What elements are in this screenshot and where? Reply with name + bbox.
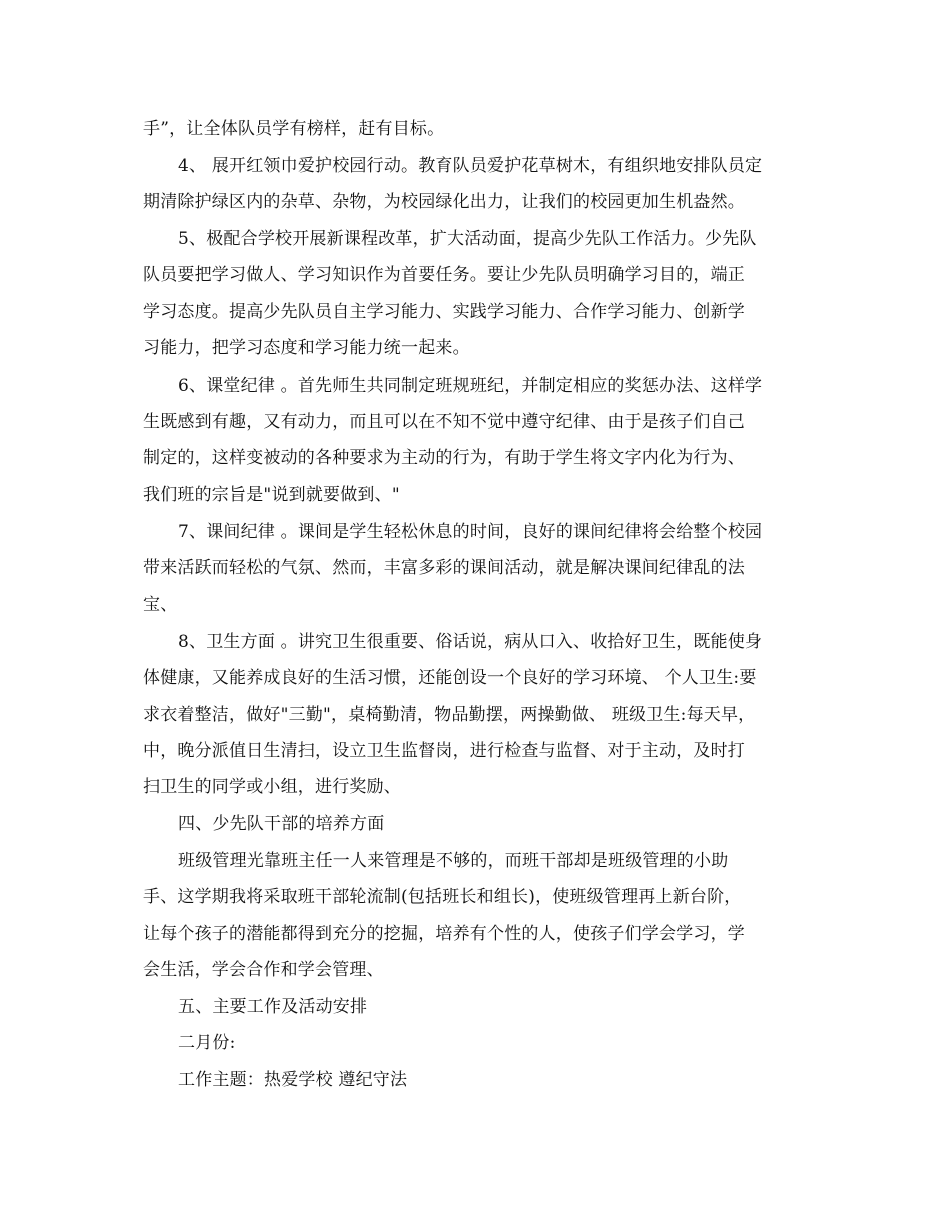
section-heading: 五、主要工作及活动安排 <box>178 997 368 1017</box>
text-line: 队员要把学习做人、学习知识作为首要任务。要让少先队员明确学习目的，端正 <box>143 265 745 285</box>
text-line: 期清除护绿区内的杂草、杂物，为校园绿化出力，让我们的校园更加生机盎然。 <box>143 192 745 212</box>
text-line: 宝、 <box>143 595 178 615</box>
text-line: 会生活，学会合作和学会管理、 <box>143 960 384 980</box>
text-line: 制定的，这样变被动的各种要求为主动的行为，有助于学生将文字内化为行为、 <box>143 448 745 468</box>
text-line: 5、极配合学校开展新课程改革，扩大活动面，提高少先队工作活力。少先队 <box>178 229 757 249</box>
text-line: 中，晚分派值日生清扫，设立卫生监督岗，进行检查与监督、对于主动，及时打 <box>143 741 745 761</box>
text-line: 让每个孩子的潜能都得到充分的挖掘，培养有个性的人，使孩子们学会学习，学 <box>143 924 745 944</box>
section-heading: 四、少先队干部的培养方面 <box>178 814 385 834</box>
text-line: 4、 展开红领巾爱护校园行动。教育队员爱护花草树木，有组织地安排队员定 <box>178 156 763 176</box>
text-line: 求衣着整洁，做好"三勤"，桌椅勤清，物品勤摆，两操勤做、 班级卫生:每天早， <box>143 705 756 725</box>
text-line: 手”，让全体队员学有榜样，赶有目标。 <box>143 119 445 139</box>
text-line: 扫卫生的同学或小组，进行奖励、 <box>143 777 401 797</box>
text-line: 班级管理光靠班主任一人来管理是不够的，而班干部却是班级管理的小助 <box>178 851 729 871</box>
text-line: 生既感到有趣，又有动力，而且可以在不知不觉中遵守纪律、由于是孩子们自己 <box>143 412 745 432</box>
text-line: 我们班的宗旨是"说到就要做到、" <box>143 485 400 505</box>
text-line: 学习态度。提高少先队员自主学习能力、实践学习能力、合作学习能力、创新学 <box>143 302 745 322</box>
text-line: 8、卫生方面 。讲究卫生很重要、俗话说，病从口入、收拾好卫生，既能使身 <box>178 632 763 652</box>
text-line: 二月份: <box>178 1033 236 1053</box>
text-line: 体健康，又能养成良好的生活习惯，还能创设一个良好的学习环境、 个人卫生:要 <box>143 668 757 688</box>
text-line: 工作主题：热爱学校 遵纪守法 <box>178 1070 408 1090</box>
text-line: 习能力，把学习态度和学习能力统一起来。 <box>143 338 470 358</box>
text-line: 手、这学期我将采取班干部轮流制(包括班长和组长)，使班级管理再上新台阶， <box>143 887 742 907</box>
text-line: 7、课间纪律 。课间是学生轻松休息的时间，良好的课间纪律将会给整个校园 <box>178 522 763 542</box>
text-line: 6、课堂纪律 。首先师生共同制定班规班纪，并制定相应的奖惩办法、这样学 <box>178 376 763 396</box>
text-line: 带来活跃而轻松的气氛、然而，丰富多彩的课间活动，就是解决课间纪律乱的法 <box>143 558 745 578</box>
